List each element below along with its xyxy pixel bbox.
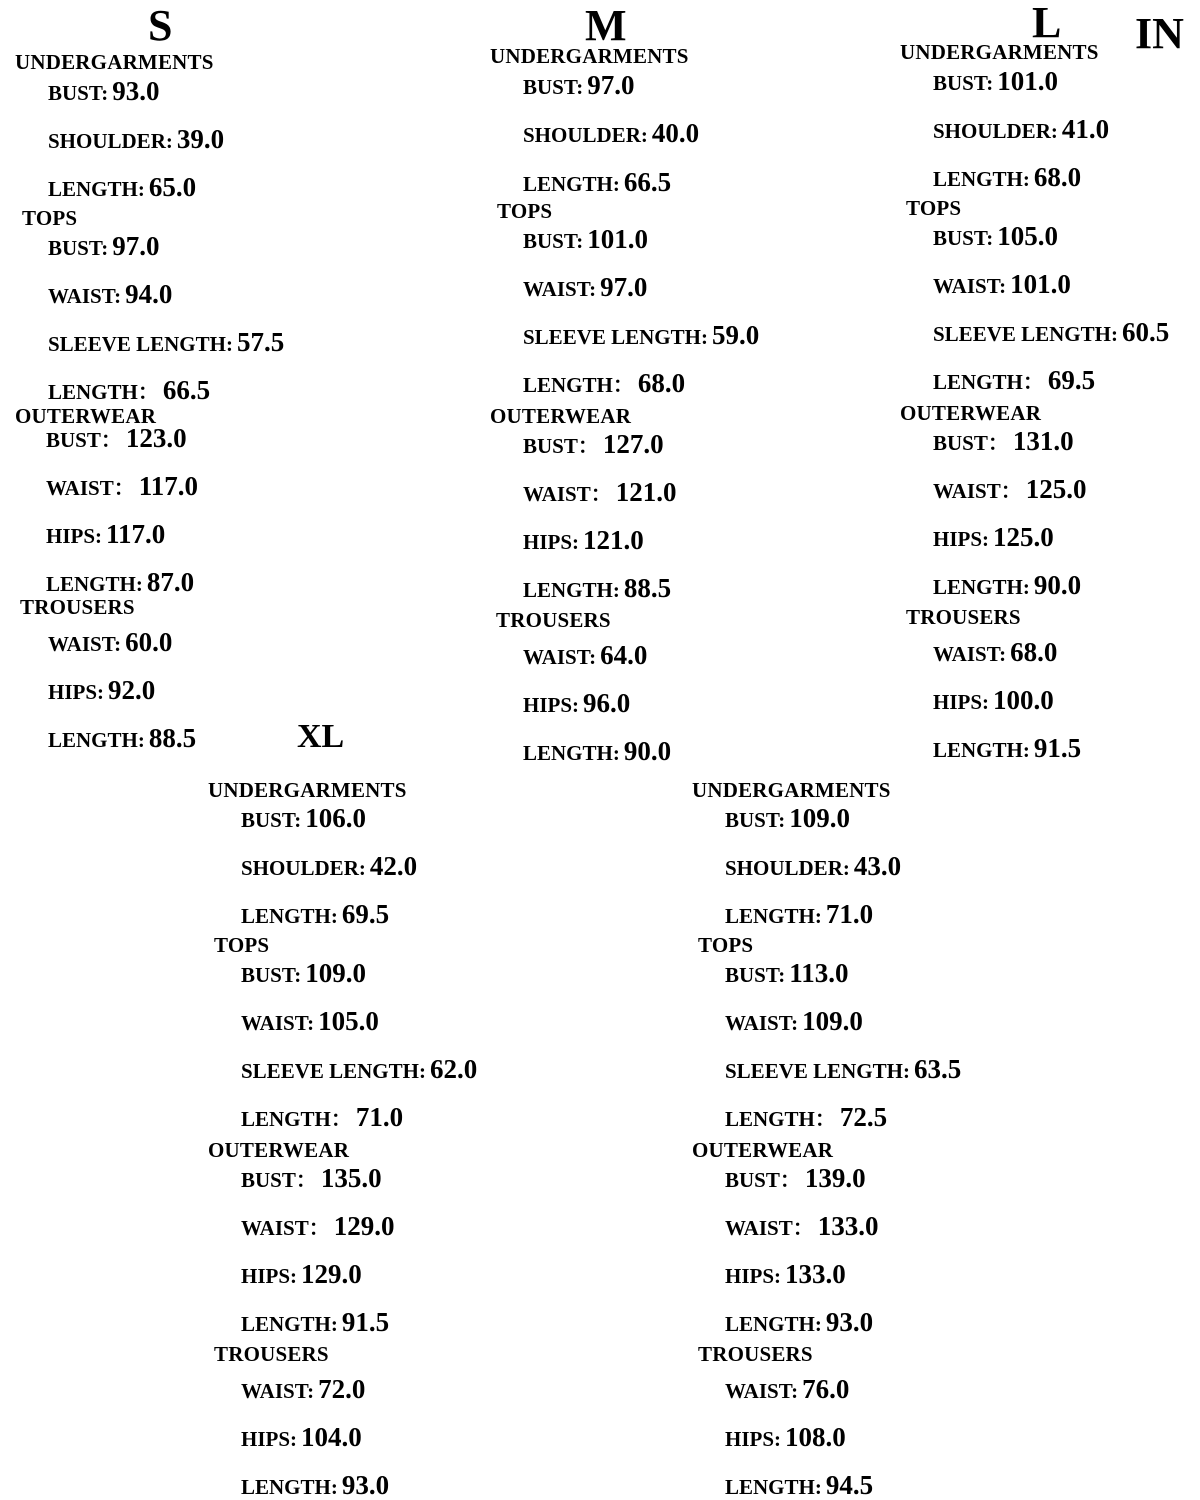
measure-row: [523, 72, 635, 99]
measure-value: 93.0: [112, 76, 160, 106]
measure-value: 87.0: [146, 567, 195, 597]
measure-value: 66.5: [623, 167, 672, 197]
measure-row: [725, 805, 850, 832]
measure-label: LENGTH:: [241, 904, 338, 928]
measure-value: 105.0: [997, 221, 1059, 251]
measure-value: 60.0: [125, 627, 173, 657]
measure-row: [241, 853, 417, 880]
measure-row: [933, 639, 1057, 666]
measure-label: BUST:: [241, 963, 302, 987]
category-trousers: TROUSERS: [906, 605, 1021, 629]
measure-label: LENGTH:: [933, 575, 1030, 599]
measure-label: BUST：: [933, 431, 1009, 455]
measure-label: SLEEVE LENGTH:: [933, 322, 1118, 346]
measure-label: LENGTH：: [48, 380, 159, 404]
measure-value: 121.0: [615, 477, 677, 507]
measure-value: 117.0: [138, 471, 198, 501]
measure-row: [933, 116, 1109, 143]
measure-row: [523, 169, 671, 196]
measure-label: WAIST:: [725, 1379, 799, 1403]
measure-row: [46, 425, 187, 452]
measure-value: 66.5: [162, 375, 211, 405]
measure-value: 64.0: [600, 640, 648, 670]
measure-label: SHOULDER:: [725, 856, 850, 880]
category-tops: TOPS: [214, 933, 270, 957]
measure-value: 41.0: [1061, 114, 1110, 144]
measure-value: 62.0: [429, 1054, 478, 1084]
measure-label: BUST:: [725, 808, 786, 832]
measure-value: 104.0: [301, 1422, 362, 1452]
category-tops: TOPS: [497, 199, 553, 223]
measure-value: 105.0: [318, 1006, 379, 1036]
measure-row: [725, 1261, 846, 1288]
measure-value: 71.0: [825, 899, 874, 929]
measure-label: WAIST:: [523, 277, 597, 301]
measure-row: [48, 677, 155, 704]
measure-row: [241, 1165, 382, 1192]
measure-row: [725, 1213, 878, 1240]
measure-label: WAIST:: [241, 1379, 315, 1403]
measure-value: 125.0: [1025, 474, 1087, 504]
measure-row: [933, 271, 1071, 298]
measure-label: WAIST:: [48, 284, 122, 308]
measure-label: WAIST:: [523, 645, 597, 669]
measure-row: [241, 1472, 389, 1499]
measure-value: 101.0: [1010, 269, 1071, 299]
measure-label: WAIST：: [933, 479, 1022, 503]
measure-label: SLEEVE LENGTH:: [48, 332, 233, 356]
measure-value: 108.0: [785, 1422, 846, 1452]
measure-value: 71.0: [355, 1102, 404, 1132]
measure-value: 100.0: [993, 685, 1054, 715]
measure-value: 88.5: [623, 573, 672, 603]
measure-label: HIPS:: [933, 690, 990, 714]
measure-value: 101.0: [587, 224, 649, 254]
measure-value: 57.5: [236, 327, 285, 357]
measure-row: [523, 575, 671, 602]
measure-row: [725, 1056, 961, 1083]
measure-row: [523, 370, 685, 397]
measure-row: [48, 329, 284, 356]
measure-label: LENGTH:: [725, 904, 822, 928]
measure-label: WAIST:: [241, 1011, 315, 1035]
measure-label: LENGTH:: [933, 167, 1030, 191]
measure-row: [523, 738, 671, 765]
measure-value: 43.0: [853, 851, 902, 881]
measure-row: [48, 377, 210, 404]
measure-label: SHOULDER:: [241, 856, 366, 880]
measure-value: 88.5: [148, 723, 197, 753]
measure-row: [523, 322, 759, 349]
measure-value: 91.5: [341, 1307, 390, 1337]
measure-row: [241, 1056, 477, 1083]
measure-row: [241, 901, 389, 928]
measure-value: 133.0: [817, 1211, 879, 1241]
measure-label: SLEEVE LENGTH:: [241, 1059, 426, 1083]
category-tops: TOPS: [906, 196, 962, 220]
category-undergarments: UNDERGARMENTS: [15, 50, 214, 74]
measure-value: 97.0: [600, 272, 648, 302]
measure-value: 109.0: [802, 1006, 863, 1036]
measure-row: [523, 431, 664, 458]
measure-label: BUST:: [933, 226, 994, 250]
measure-row: [523, 274, 647, 301]
measure-row: [46, 521, 165, 548]
size-heading-xl: XL: [297, 718, 345, 755]
measure-label: BUST：: [46, 428, 122, 452]
measure-row: [933, 476, 1086, 503]
measure-value: 113.0: [789, 958, 849, 988]
category-outerwear: OUTERWEAR: [15, 404, 157, 428]
measure-value: 133.0: [785, 1259, 846, 1289]
measure-label: BUST:: [48, 236, 109, 260]
measure-label: LENGTH:: [523, 578, 620, 602]
measure-row: [725, 1424, 846, 1451]
measure-value: 91.5: [1033, 733, 1082, 763]
measure-label: LENGTH:: [523, 741, 620, 765]
category-tops: TOPS: [22, 206, 78, 230]
measure-label: BUST：: [523, 434, 599, 458]
measure-label: LENGTH:: [725, 1312, 822, 1336]
measure-row: [241, 1104, 403, 1131]
measure-row: [241, 805, 366, 832]
measure-value: 90.0: [1033, 570, 1082, 600]
measure-row: [933, 735, 1081, 762]
measure-label: WAIST：: [241, 1216, 330, 1240]
measure-label: LENGTH:: [48, 728, 145, 752]
measure-label: BUST:: [48, 81, 109, 105]
measure-row: [933, 367, 1095, 394]
category-undergarments: UNDERGARMENTS: [692, 778, 891, 802]
measure-label: HIPS:: [933, 527, 990, 551]
measure-value: 59.0: [711, 320, 760, 350]
measure-value: 68.0: [1033, 162, 1082, 192]
measure-value: 68.0: [1010, 637, 1058, 667]
measure-value: 69.5: [341, 899, 390, 929]
category-trousers: TROUSERS: [20, 595, 135, 619]
measure-value: 129.0: [333, 1211, 395, 1241]
measure-label: SHOULDER:: [933, 119, 1058, 143]
measure-row: [725, 1376, 849, 1403]
measure-label: HIPS:: [48, 680, 105, 704]
measure-row: [933, 223, 1058, 250]
measure-value: 63.5: [913, 1054, 962, 1084]
measure-row: [46, 569, 194, 596]
measure-value: 94.0: [125, 279, 173, 309]
category-tops: TOPS: [698, 933, 754, 957]
measure-label: BUST:: [725, 963, 786, 987]
measure-label: LENGTH:: [46, 572, 143, 596]
measure-row: [725, 1165, 866, 1192]
measure-value: 72.0: [318, 1374, 366, 1404]
measure-value: 121.0: [583, 525, 644, 555]
measure-value: 109.0: [305, 958, 367, 988]
category-undergarments: UNDERGARMENTS: [208, 778, 407, 802]
measure-value: 60.5: [1121, 317, 1170, 347]
measure-row: [241, 1213, 394, 1240]
measure-label: LENGTH:: [241, 1312, 338, 1336]
measure-row: [725, 1309, 873, 1336]
measure-row: [48, 281, 172, 308]
measure-label: WAIST：: [46, 476, 135, 500]
measure-row: [48, 78, 160, 105]
measure-row: [933, 164, 1081, 191]
measure-value: 68.0: [637, 368, 686, 398]
measure-label: LENGTH:: [48, 177, 145, 201]
measure-value: 93.0: [341, 1470, 390, 1500]
measure-value: 139.0: [804, 1163, 866, 1193]
measure-label: HIPS:: [241, 1264, 298, 1288]
measure-value: 96.0: [583, 688, 631, 718]
measure-row: [725, 1104, 887, 1131]
measure-row: [523, 226, 648, 253]
measure-row: [523, 527, 644, 554]
category-trousers: TROUSERS: [698, 1342, 813, 1366]
measure-label: SHOULDER:: [523, 123, 648, 147]
measure-row: [725, 1008, 863, 1035]
measure-label: WAIST：: [725, 1216, 814, 1240]
measure-label: LENGTH:: [241, 1475, 338, 1499]
measure-value: 39.0: [176, 124, 225, 154]
measure-value: 125.0: [993, 522, 1054, 552]
measure-value: 123.0: [125, 423, 187, 453]
measure-label: HIPS:: [241, 1427, 298, 1451]
measure-value: 76.0: [802, 1374, 850, 1404]
measure-value: 69.5: [1047, 365, 1096, 395]
measure-label: BUST:: [933, 71, 994, 95]
measure-row: [241, 960, 366, 987]
size-heading-l: L: [1032, 0, 1062, 47]
category-outerwear: OUTERWEAR: [490, 404, 632, 428]
measure-row: [523, 479, 676, 506]
measure-value: 109.0: [789, 803, 851, 833]
measure-row: [46, 473, 198, 500]
measure-label: SHOULDER:: [48, 129, 173, 153]
measure-label: LENGTH：: [523, 373, 634, 397]
measure-row: [933, 572, 1081, 599]
measure-row: [241, 1008, 379, 1035]
measure-row: [241, 1376, 365, 1403]
category-undergarments: UNDERGARMENTS: [900, 40, 1099, 64]
measure-row: [725, 853, 901, 880]
measure-row: [725, 960, 849, 987]
measure-row: [48, 725, 196, 752]
measure-row: [933, 319, 1169, 346]
measure-label: WAIST:: [725, 1011, 799, 1035]
measure-row: [523, 120, 699, 147]
category-trousers: TROUSERS: [214, 1342, 329, 1366]
measure-label: LENGTH:: [933, 738, 1030, 762]
measure-value: 127.0: [602, 429, 664, 459]
category-outerwear: OUTERWEAR: [208, 1138, 350, 1162]
measure-value: 90.0: [623, 736, 672, 766]
measure-label: HIPS:: [523, 693, 580, 717]
measure-row: [241, 1309, 389, 1336]
measure-row: [48, 629, 172, 656]
measure-label: LENGTH：: [725, 1107, 836, 1131]
measure-row: [933, 524, 1054, 551]
category-outerwear: OUTERWEAR: [692, 1138, 834, 1162]
measure-value: 93.0: [825, 1307, 874, 1337]
measure-row: [48, 174, 196, 201]
measure-row: [523, 690, 630, 717]
measure-value: 117.0: [106, 519, 166, 549]
measure-row: [48, 126, 224, 153]
measure-value: 106.0: [305, 803, 367, 833]
measure-label: LENGTH：: [933, 370, 1044, 394]
measure-value: 94.5: [825, 1470, 874, 1500]
measure-label: BUST:: [241, 808, 302, 832]
measure-row: [725, 901, 873, 928]
measure-row: [725, 1472, 873, 1499]
measure-value: 129.0: [301, 1259, 362, 1289]
measure-label: BUST：: [241, 1168, 317, 1192]
measure-value: 135.0: [320, 1163, 382, 1193]
measure-value: 97.0: [587, 70, 635, 100]
category-trousers: TROUSERS: [496, 608, 611, 632]
measure-label: SLEEVE LENGTH:: [725, 1059, 910, 1083]
measure-value: 97.0: [112, 231, 160, 261]
measure-value: 40.0: [651, 118, 700, 148]
measure-value: 42.0: [369, 851, 418, 881]
measure-value: 131.0: [1012, 426, 1074, 456]
measure-row: [933, 68, 1058, 95]
measure-row: [241, 1424, 362, 1451]
measure-label: WAIST:: [48, 632, 122, 656]
measure-label: BUST:: [523, 229, 584, 253]
size-heading-m: M: [585, 1, 627, 50]
measure-label: SLEEVE LENGTH:: [523, 325, 708, 349]
measure-value: 92.0: [108, 675, 156, 705]
measure-label: WAIST：: [523, 482, 612, 506]
unit-label: IN: [1135, 9, 1184, 58]
measure-row: [523, 642, 647, 669]
measure-row: [48, 233, 160, 260]
measure-label: HIPS:: [523, 530, 580, 554]
measure-label: LENGTH:: [725, 1475, 822, 1499]
measure-value: 72.5: [839, 1102, 888, 1132]
measure-row: [933, 687, 1054, 714]
measure-label: BUST：: [725, 1168, 801, 1192]
measure-label: HIPS:: [725, 1264, 782, 1288]
measure-row: [241, 1261, 362, 1288]
measure-label: LENGTH:: [523, 172, 620, 196]
category-outerwear: OUTERWEAR: [900, 401, 1042, 425]
measure-label: HIPS:: [46, 524, 103, 548]
measure-label: WAIST:: [933, 642, 1007, 666]
measure-value: 65.0: [148, 172, 197, 202]
measure-label: LENGTH：: [241, 1107, 352, 1131]
measure-row: [933, 428, 1074, 455]
measure-label: BUST:: [523, 75, 584, 99]
measure-label: HIPS:: [725, 1427, 782, 1451]
category-undergarments: UNDERGARMENTS: [490, 44, 689, 68]
measure-value: 101.0: [997, 66, 1059, 96]
measure-label: WAIST:: [933, 274, 1007, 298]
size-heading-s: S: [148, 1, 173, 50]
